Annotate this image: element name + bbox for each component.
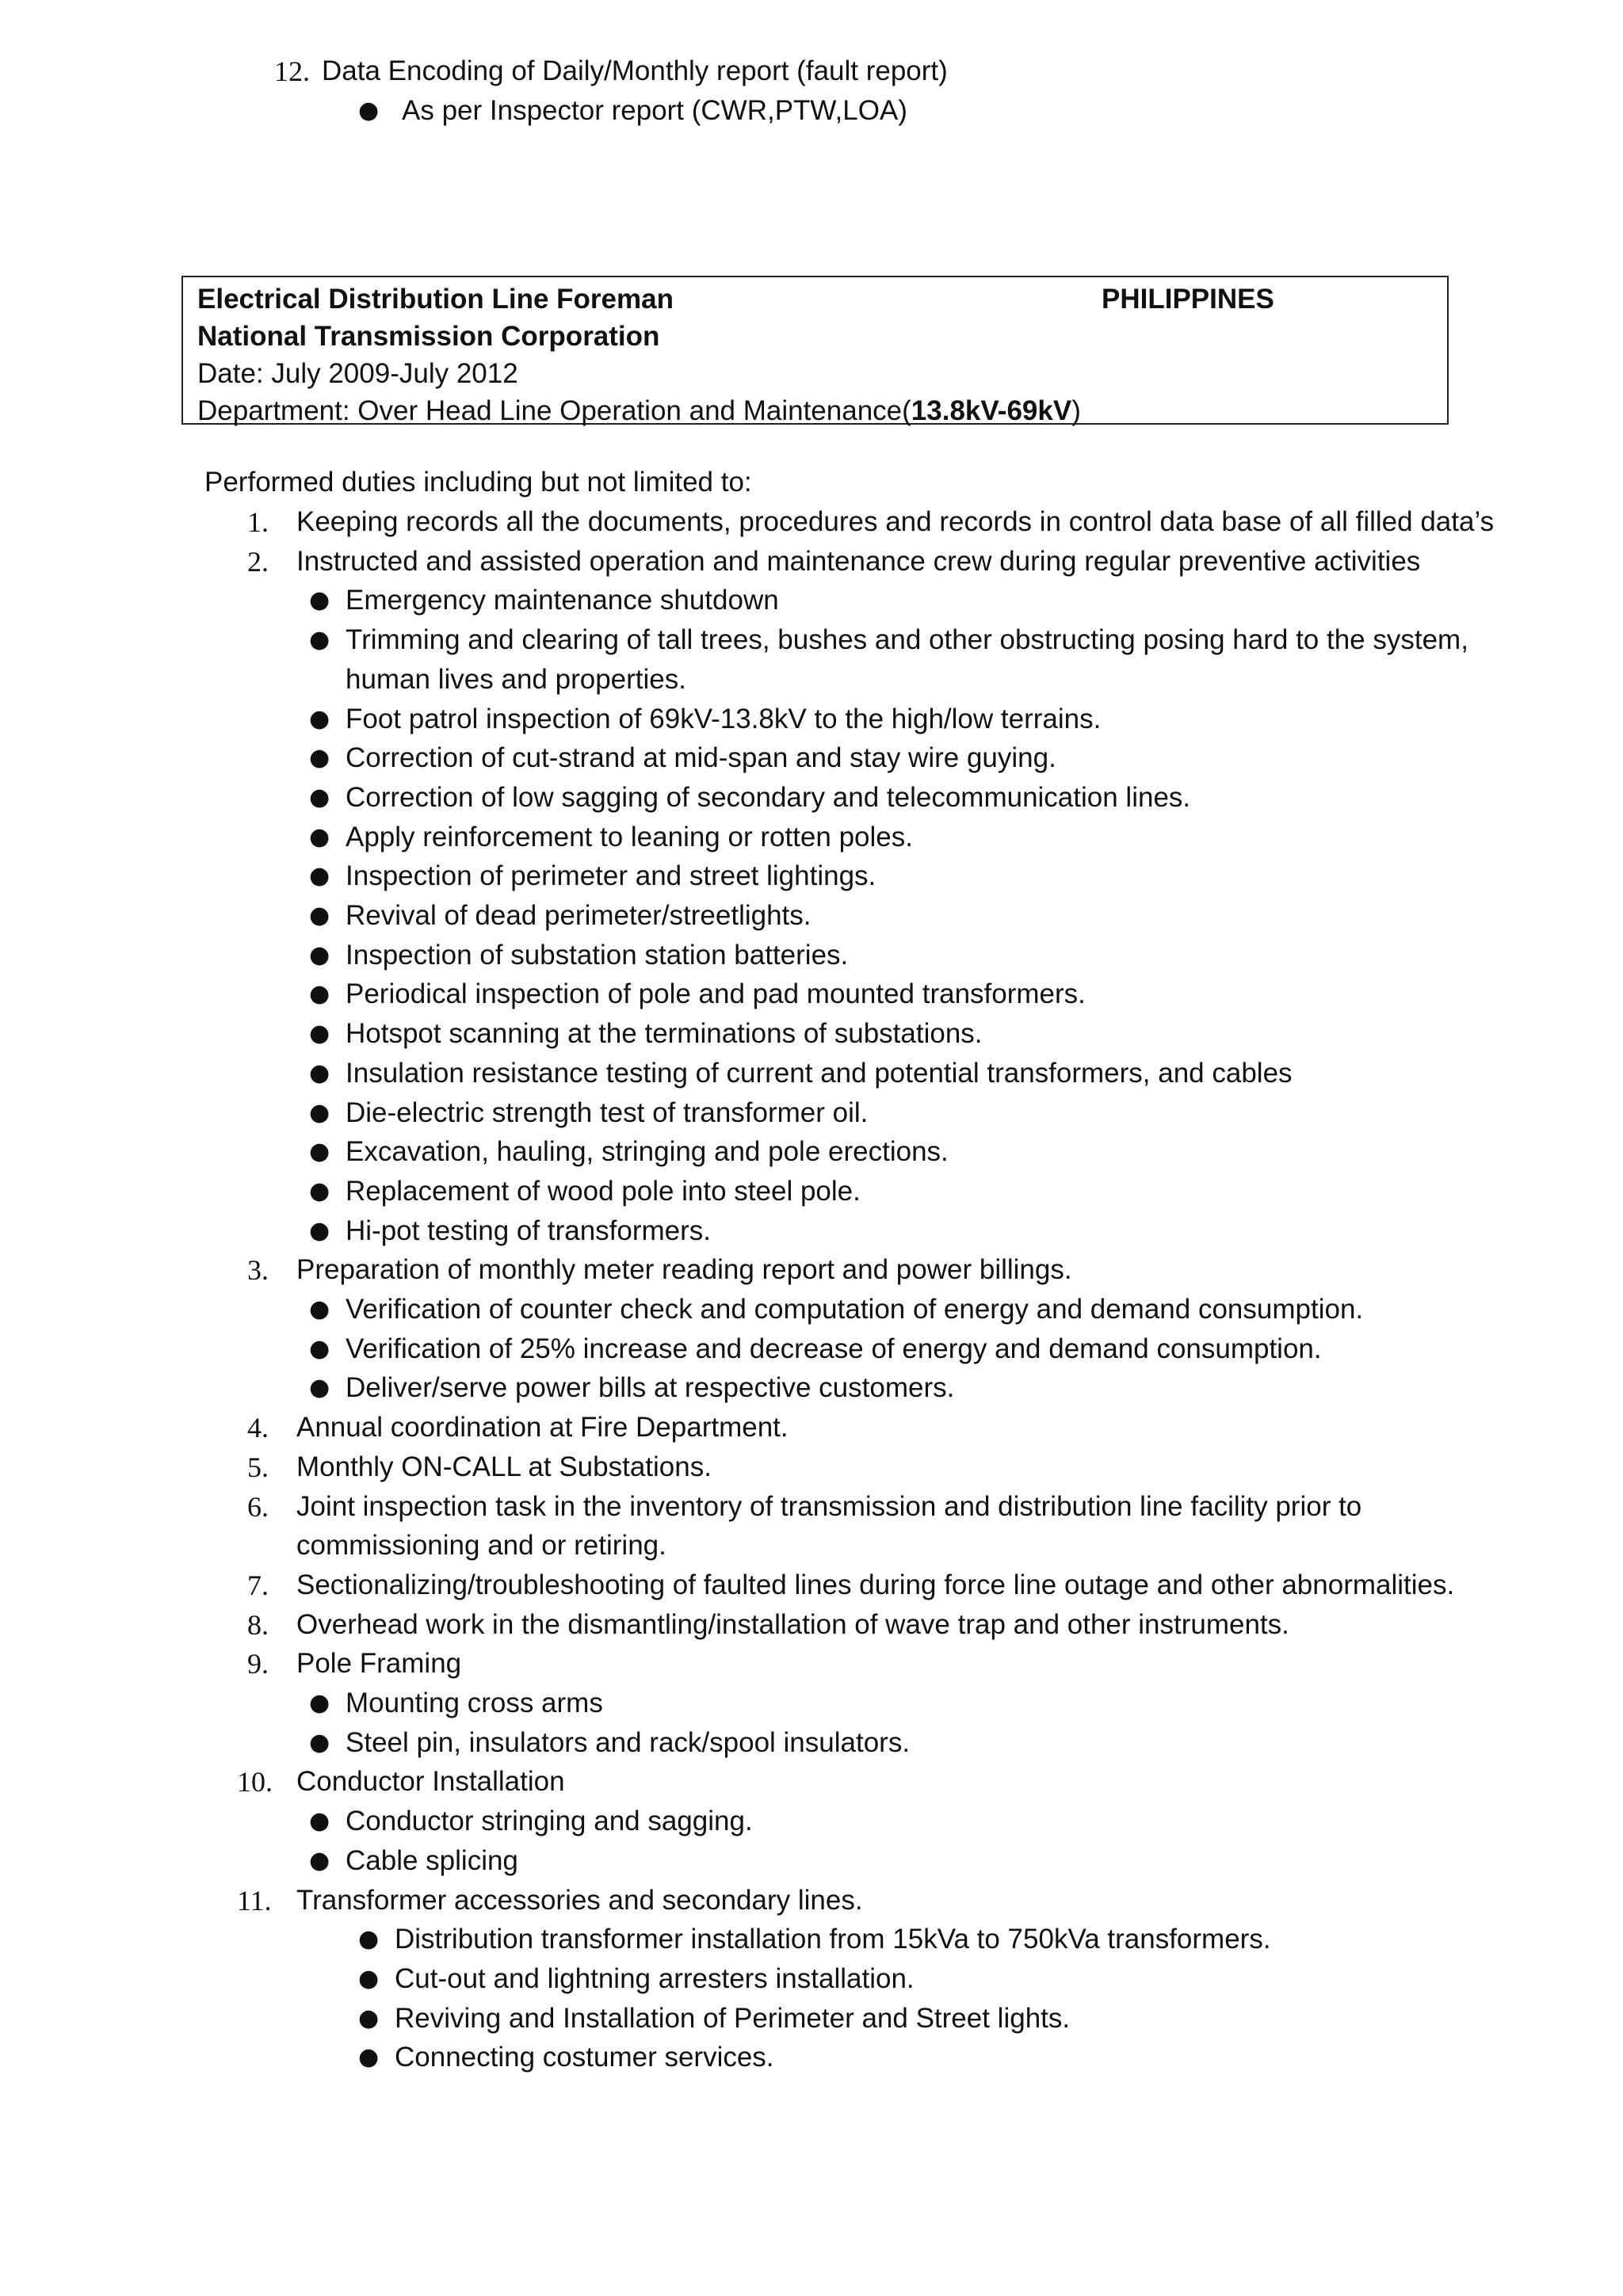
bullet-text: Emergency maintenance shutdown (346, 585, 779, 616)
bullet-text: Excavation, hauling, stringing and pole erections. (346, 1136, 949, 1168)
job-header-box (181, 276, 1449, 425)
duties-intro: Performed duties including but not limited to: (204, 467, 752, 498)
bullet-icon: ● (358, 2004, 380, 2032)
bullet-text: Hi-pot testing of transformers. (346, 1215, 711, 1246)
list-number: 8. (247, 1608, 269, 1641)
list-item-text: Keeping records all the documents, procedures and records in control data base of all filled data’s (296, 506, 1495, 537)
bullet-text: Connecting costumer services. (395, 2042, 774, 2073)
bullet-text: human lives and properties. (346, 663, 686, 695)
bullet-text: Verification of 25% increase and decrease of energy and demand consumption. (346, 1333, 1322, 1364)
bullet-icon: ● (309, 1846, 330, 1875)
bullet-icon: ● (309, 1138, 330, 1166)
job-department (197, 397, 1081, 425)
bullet-icon: ● (309, 980, 330, 1009)
bullet-text: Distribution transformer installation from 15kVa to 750kVa transformers. (395, 1924, 1271, 1955)
bullet-text: Correction of cut-strand at mid-span and stay wire guying. (346, 742, 1056, 774)
department-voltage: 13.8kV-69kV (911, 395, 1072, 426)
bullet-icon: ● (309, 822, 330, 851)
bullet-icon: ● (309, 704, 330, 733)
bullet-icon: ● (309, 902, 330, 929)
bullet-icon: ● (309, 1807, 330, 1836)
department-prefix: Department: Over Head Line Operation and Maintenance( (197, 395, 911, 426)
bullet-icon: ● (309, 1177, 330, 1205)
list-number: 2. (247, 545, 269, 578)
bullet-text: Trimming and clearing of tall trees, bushes and other obstructing posing hard to the system, (346, 624, 1468, 656)
bullet-icon: ● (358, 1925, 380, 1954)
department-suffix: ) (1071, 395, 1081, 426)
bullet-text: Correction of low sagging of secondary and telecommunication lines. (346, 781, 1191, 813)
bullet-icon: ● (309, 1058, 330, 1087)
list-number: 1. (247, 506, 269, 538)
list-number: 3. (247, 1254, 269, 1287)
list-item-text: Monthly ON-CALL at Substations. (296, 1451, 712, 1482)
bullet-text: Cut-out and lightning arresters installation. (395, 1962, 915, 1994)
bullet-icon: ● (309, 1334, 330, 1363)
bullet-icon: ● (309, 1020, 330, 1048)
bullet-text: Die-electric strength test of transformer oil. (346, 1097, 869, 1128)
bullet-text: Inspection of perimeter and street lightings. (346, 860, 876, 892)
bullet-text: Periodical inspection of pole and pad mounted transformers. (346, 978, 1086, 1010)
list-item-text: Instructed and assisted operation and maintenance crew during regular preventive activities (296, 545, 1421, 577)
job-date: Date: July 2009-July 2012 (197, 358, 518, 389)
bullet-text: Foot patrol inspection of 69kV-13.8kV to the high/low terrains. (346, 703, 1102, 734)
bullet-icon: ● (358, 97, 380, 124)
bullet-icon: ● (309, 862, 330, 891)
list-number: 10. (237, 1766, 273, 1798)
bullet-text: Reviving and Installation of Perimeter and Street lights. (395, 2002, 1071, 2034)
bullet-text: Apply reinforcement to leaning or rotten poles. (346, 821, 913, 852)
bullet-icon: ● (309, 1374, 330, 1402)
bullet-text: Cable splicing (346, 1844, 518, 1876)
bullet-text: Verification of counter check and computation of energy and demand consumption. (346, 1294, 1364, 1325)
list-number: 12. (274, 55, 310, 87)
list-number: 6. (247, 1490, 269, 1523)
job-title: Electrical Distribution Line Foreman (197, 284, 674, 315)
bullet-icon: ● (309, 744, 330, 772)
bullet-icon: ● (309, 586, 330, 615)
bullet-icon: ● (358, 2043, 380, 2072)
bullet-text: Conductor stringing and sagging. (346, 1806, 753, 1837)
list-number: 9. (247, 1648, 269, 1680)
bullet-text: Replacement of wood pole into steel pole. (346, 1175, 861, 1207)
job-company: National Transmission Corporation (197, 321, 660, 352)
bullet-icon: ● (309, 626, 330, 654)
bullet-text: Hotspot scanning at the terminations of substations. (346, 1018, 983, 1050)
list-number: 5. (247, 1451, 269, 1483)
bullet-text: Mounting cross arms (346, 1688, 603, 1718)
bullet-text: Inspection of substation station batteries. (346, 939, 849, 971)
bullet-icon: ● (309, 940, 330, 969)
bullet-text: Steel pin, insulators and rack/spool insulators. (346, 1726, 911, 1758)
bullet-icon: ● (309, 783, 330, 811)
list-item-text: Sectionalizing/troubleshooting of faulted lines during force line outage and other abnormalities. (296, 1569, 1455, 1600)
list-number: 11. (237, 1884, 272, 1917)
bullet-icon: ● (309, 1098, 330, 1127)
bullet-icon: ● (309, 1728, 330, 1756)
list-item-text: Conductor Installation (296, 1766, 565, 1798)
bullet-text: As per Inspector report (CWR,PTW,LOA) (402, 95, 907, 126)
list-item-text: Joint inspection task in the inventory of transmission and distribution line facility prior to (296, 1490, 1362, 1522)
list-item-text: Annual coordination at Fire Department. (296, 1412, 789, 1444)
bullet-icon: ● (309, 1689, 330, 1717)
bullet-icon: ● (309, 1295, 330, 1323)
bullet-icon: ● (309, 1216, 330, 1245)
job-country: PHILIPPINES (1102, 284, 1274, 315)
list-item-text: Data Encoding of Daily/Monthly report (fault report) (322, 55, 948, 86)
list-item-text: Overhead work in the dismantling/installation of wave trap and other instruments. (296, 1608, 1289, 1640)
list-item-text: Pole Framing (296, 1648, 462, 1680)
bullet-icon: ● (358, 1964, 380, 1993)
list-number: 7. (247, 1569, 269, 1601)
bullet-text: Insulation resistance testing of current and potential transformers, and cables (346, 1057, 1293, 1089)
list-item-text: commissioning and or retiring. (296, 1530, 666, 1562)
list-item-text: Transformer accessories and secondary lines. (296, 1884, 863, 1916)
list-number: 4. (247, 1412, 269, 1444)
bullet-text: Revival of dead perimeter/streetlights. (346, 900, 812, 931)
list-item-text: Preparation of monthly meter reading report and power billings. (296, 1254, 1072, 1286)
bullet-text: Deliver/serve power bills at respective customers. (346, 1372, 955, 1404)
